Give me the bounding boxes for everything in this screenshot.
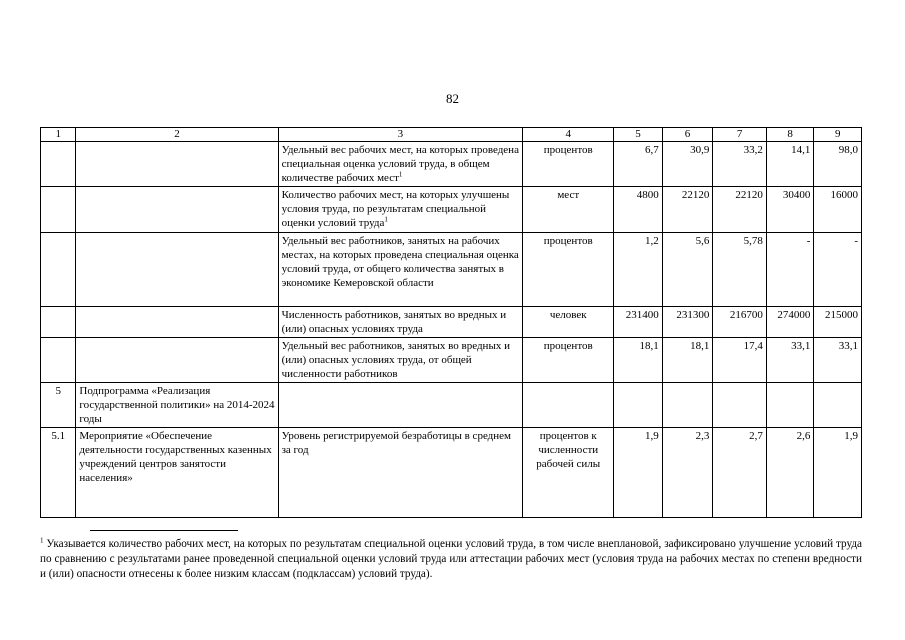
row-number-cell-text: 5 bbox=[55, 385, 61, 397]
value-cell-text: 18,1 bbox=[639, 340, 659, 352]
value-cell bbox=[713, 383, 767, 428]
row-number-cell bbox=[41, 187, 76, 233]
value-cell bbox=[662, 307, 713, 338]
indicator-cell bbox=[278, 187, 523, 233]
value-cell bbox=[713, 307, 767, 338]
unit-cell bbox=[523, 338, 614, 383]
table-row bbox=[41, 383, 862, 428]
value-cell-text: 18,1 bbox=[690, 340, 710, 352]
value-cell-text: 216700 bbox=[729, 309, 763, 321]
row-name-cell bbox=[76, 428, 278, 518]
value-cell bbox=[662, 428, 713, 518]
indicator-cell bbox=[278, 233, 523, 307]
value-cell-text: 2,7 bbox=[749, 430, 763, 442]
value-cell bbox=[614, 142, 663, 187]
row-number-cell bbox=[41, 428, 76, 518]
value-cell bbox=[662, 383, 713, 428]
unit-cell-text: процентов bbox=[543, 235, 593, 247]
value-cell-text: 231300 bbox=[676, 309, 710, 321]
unit-cell-text: процентов bbox=[543, 144, 593, 156]
value-cell bbox=[713, 338, 767, 383]
row-number-cell bbox=[41, 233, 76, 307]
value-cell-text: 1,9 bbox=[844, 430, 858, 442]
indicator-cell bbox=[278, 142, 523, 187]
indicator-cell bbox=[278, 383, 523, 428]
value-cell-text: 30,9 bbox=[690, 144, 710, 156]
header-cell: 5 bbox=[614, 128, 663, 142]
value-cell-text: - bbox=[854, 235, 858, 247]
value-cell bbox=[662, 187, 713, 233]
indicator-cell-text: Количество рабочих мест, на которых улучшены условия труда, по результатам специальной оценки условий труда bbox=[281, 189, 510, 229]
value-cell bbox=[662, 142, 713, 187]
indicator-cell bbox=[278, 428, 523, 518]
value-cell-text: 33,1 bbox=[791, 340, 811, 352]
row-number-cell bbox=[41, 307, 76, 338]
value-cell bbox=[814, 383, 862, 428]
value-cell bbox=[814, 142, 862, 187]
unit-cell-text: процентов к численности рабочей силы bbox=[536, 430, 601, 470]
table-row bbox=[41, 307, 862, 338]
footnote-separator bbox=[90, 530, 238, 531]
value-cell bbox=[814, 233, 862, 307]
indicator-cell-text: Численность работников, занятых во вредных и (или) опасных условиях труда bbox=[281, 309, 507, 335]
header-cell: 2 bbox=[76, 128, 278, 142]
value-cell bbox=[766, 338, 814, 383]
unit-cell bbox=[523, 187, 614, 233]
footnote-text: Указывается количество рабочих мест, на которых по результатам специальной оценки условий труда, в том числе внеплановой, зафиксировано улучшение условий труда по сравнению с результатами ранее проведенной специальной оценки условий труда или аттестации рабочих мест (условия труда на рабочих местах по степени вредности и (или) опасности отнесены к более низким классам (подклассам) условий труда). bbox=[40, 538, 862, 580]
header-cell: 3 bbox=[278, 128, 523, 142]
value-cell bbox=[713, 142, 767, 187]
value-cell-text: 14,1 bbox=[791, 144, 811, 156]
row-number-cell bbox=[41, 383, 76, 428]
indicator-cell-text: Удельный вес работников, занятых на рабочих местах, на которых проведена специальная оценка условий труда, от общего количества занятых в экономике Кемеровской области bbox=[281, 235, 519, 289]
unit-cell bbox=[523, 307, 614, 338]
indicators-table bbox=[40, 127, 862, 518]
header-cell: 8 bbox=[766, 128, 814, 142]
footnote-reference: 1 bbox=[384, 215, 388, 224]
value-cell bbox=[713, 187, 767, 233]
row-name-cell bbox=[76, 187, 278, 233]
value-cell-text: 33,2 bbox=[743, 144, 763, 156]
value-cell bbox=[766, 142, 814, 187]
table-row bbox=[41, 187, 862, 233]
value-cell bbox=[713, 233, 767, 307]
footnote-marker: 1 bbox=[40, 536, 44, 545]
value-cell-text: 30400 bbox=[782, 189, 811, 201]
unit-cell bbox=[523, 142, 614, 187]
table-row bbox=[41, 233, 862, 307]
row-name-cell bbox=[76, 233, 278, 307]
value-cell bbox=[713, 428, 767, 518]
row-name-cell-text: Подпрограмма «Реализация государственной политики» на 2014-2024 годы bbox=[79, 385, 275, 425]
indicator-cell bbox=[278, 338, 523, 383]
unit-cell-text: процентов bbox=[543, 340, 593, 352]
unit-cell bbox=[523, 233, 614, 307]
value-cell-text: 215000 bbox=[825, 309, 858, 321]
value-cell-text: 6,7 bbox=[645, 144, 659, 156]
value-cell bbox=[662, 233, 713, 307]
header-cell: 4 bbox=[523, 128, 614, 142]
footnote bbox=[40, 537, 862, 582]
value-cell-text: 98,0 bbox=[838, 144, 858, 156]
value-cell-text: 1,9 bbox=[645, 430, 659, 442]
value-cell bbox=[662, 338, 713, 383]
row-name-cell bbox=[76, 383, 278, 428]
value-cell bbox=[766, 233, 814, 307]
unit-cell bbox=[523, 383, 614, 428]
unit-cell bbox=[523, 428, 614, 518]
row-number-cell bbox=[41, 338, 76, 383]
value-cell bbox=[814, 428, 862, 518]
value-cell-text: 2,6 bbox=[796, 430, 811, 442]
value-cell-text: 17,4 bbox=[743, 340, 763, 352]
value-cell-text: 4800 bbox=[636, 189, 659, 201]
value-cell-text: 274000 bbox=[777, 309, 811, 321]
header-cell: 6 bbox=[662, 128, 713, 142]
value-cell bbox=[766, 383, 814, 428]
row-number-cell bbox=[41, 142, 76, 187]
table-row bbox=[41, 142, 862, 187]
indicator-cell-text: Уровень регистрируемой безработицы в среднем за год bbox=[281, 430, 512, 456]
value-cell-text: 22120 bbox=[681, 189, 710, 201]
row-name-cell bbox=[76, 307, 278, 338]
value-cell bbox=[614, 307, 663, 338]
value-cell-text: 231400 bbox=[625, 309, 659, 321]
value-cell-text: 2,3 bbox=[695, 430, 710, 442]
row-name-cell bbox=[76, 142, 278, 187]
value-cell bbox=[614, 383, 663, 428]
footnote-reference: 1 bbox=[398, 170, 403, 179]
unit-cell-text: мест bbox=[557, 189, 580, 201]
row-name-cell bbox=[76, 338, 278, 383]
value-cell bbox=[614, 338, 663, 383]
indicator-cell-text: Удельный вес рабочих мест, на которых проведена специальная оценка условий труда, в общем количестве рабочих мест bbox=[281, 144, 519, 184]
row-name-cell-text: Мероприятие «Обеспечение деятельности государственных казенных учреждений центров занятости населения» bbox=[79, 430, 272, 484]
value-cell-text: 16000 bbox=[830, 189, 858, 201]
value-cell-text: 1,2 bbox=[645, 235, 659, 247]
table-header-row bbox=[41, 128, 862, 142]
page-number: 82 bbox=[446, 91, 459, 106]
table-row bbox=[41, 428, 862, 518]
value-cell bbox=[614, 187, 663, 233]
value-cell bbox=[814, 187, 862, 233]
value-cell-text: 5,78 bbox=[743, 235, 763, 247]
value-cell-text: 22120 bbox=[735, 189, 763, 201]
value-cell-text: 33,1 bbox=[838, 340, 858, 352]
indicator-cell bbox=[278, 307, 523, 338]
value-cell bbox=[614, 428, 663, 518]
indicator-cell-text: Удельный вес работников, занятых во вредных и (или) опасных условиях труда, от общей численности работников bbox=[281, 340, 510, 380]
value-cell-text: 5,6 bbox=[695, 235, 710, 247]
header-cell: 7 bbox=[713, 128, 767, 142]
table-row bbox=[41, 338, 862, 383]
unit-cell-text: человек bbox=[549, 309, 587, 321]
value-cell bbox=[814, 307, 862, 338]
value-cell bbox=[766, 187, 814, 233]
header-cell: 1 bbox=[41, 128, 76, 142]
value-cell bbox=[766, 307, 814, 338]
row-number-cell-text: 5.1 bbox=[51, 430, 66, 442]
value-cell-text: - bbox=[806, 235, 811, 247]
value-cell bbox=[814, 338, 862, 383]
header-cell: 9 bbox=[814, 128, 862, 142]
value-cell bbox=[614, 233, 663, 307]
value-cell bbox=[766, 428, 814, 518]
